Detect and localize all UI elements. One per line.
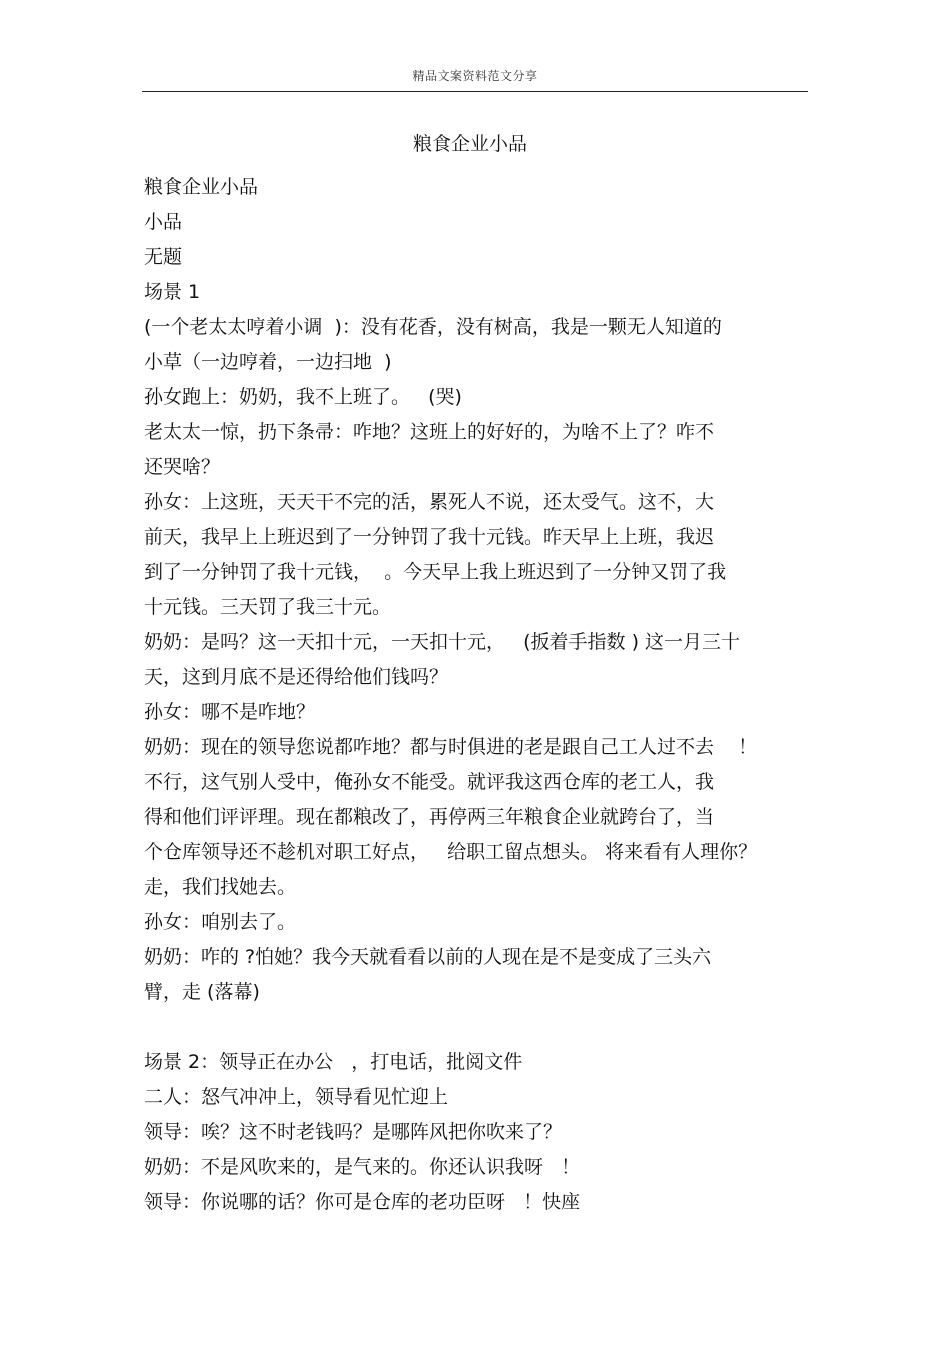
text-line: 到了一分钟罚了我十元钱， 。今天早上我上班迟到了一分钟又罚了我	[144, 561, 727, 583]
text-line: 孙女跑上：奶奶，我不上班了。 (哭)	[144, 386, 462, 408]
text-line: 孙女：哪不是咋地？	[144, 701, 316, 723]
text-line: 二人：怒气冲冲上，领导看见忙迎上	[144, 1086, 449, 1108]
text-line: 小品	[144, 211, 183, 233]
text-line: 天，这到月底不是还得给他们钱吗？	[144, 666, 449, 688]
text-line: 不行，这气别人受中，俺孙女不能受。就评我这西仓库的老工人，我	[144, 771, 715, 793]
text-line: 老太太一惊，扔下条帚：咋地？这班上的好好的，为啥不上了？咋不	[144, 421, 715, 443]
document-body	[144, 170, 824, 1220]
text-line: 奶奶：咋的 ?怕她？我今天就看看以前的人现在是不是变成了三头六	[144, 946, 712, 968]
text-line: 十元钱。三天罚了我三十元。	[144, 596, 392, 618]
page-header: 精品文案资料范文分享	[412, 69, 538, 83]
document-title: 粮食企业小品	[412, 133, 527, 155]
header-divider	[142, 91, 808, 92]
text-line: 奶奶：现在的领导您说都咋地？都与时俱进的老是跟自己工人过不去 ！	[144, 736, 758, 758]
text-line: (一个老太太哼着小调 )：没有花香，没有树高，我是一颗无人知道的	[144, 316, 722, 338]
text-line: 孙女：咱别去了。	[144, 911, 297, 933]
text-line: 奶奶：是吗？这一天扣十元，一天扣十元， (扳着手指数 ) 这一月三十	[144, 631, 741, 653]
text-line: 前天，我早上上班迟到了一分钟罚了我十元钱。昨天早上上班，我迟	[144, 526, 715, 548]
text-line: 走，我们找她去。	[144, 876, 297, 898]
text-line: 还哭啥？	[144, 456, 221, 478]
text-line: 得和他们评评理。现在都粮改了，再停两三年粮食企业就跨台了，当	[144, 806, 715, 828]
text-line: 孙女：上这班，天天干不完的活，累死人不说，还太受气。这不，大	[144, 491, 715, 513]
text-line: 小草（一边哼着，一边扫地 )	[144, 351, 392, 373]
text-line: 个仓库领导还不趁机对职工好点， 给职工留点想头。 将来看有人理你？	[144, 841, 758, 863]
text-line: 奶奶：不是风吹来的，是气来的。你还认识我呀 ！	[144, 1156, 581, 1178]
text-line: 臂，走 (落幕)	[144, 981, 260, 1003]
text-line: 粮食企业小品	[144, 176, 259, 198]
text-line: 领导：唉？这不时老钱吗？是哪阵风把你吹来了？	[144, 1121, 563, 1143]
text-line: 场景 1	[144, 281, 201, 303]
text-line: 场景 2：领导正在办公 ，打电话，批阅文件	[144, 1051, 523, 1073]
text-line: 领导：你说哪的话？你可是仓库的老功臣呀 ！快座	[144, 1191, 581, 1213]
text-line: 无题	[144, 246, 183, 268]
text-line	[144, 1010, 824, 1045]
